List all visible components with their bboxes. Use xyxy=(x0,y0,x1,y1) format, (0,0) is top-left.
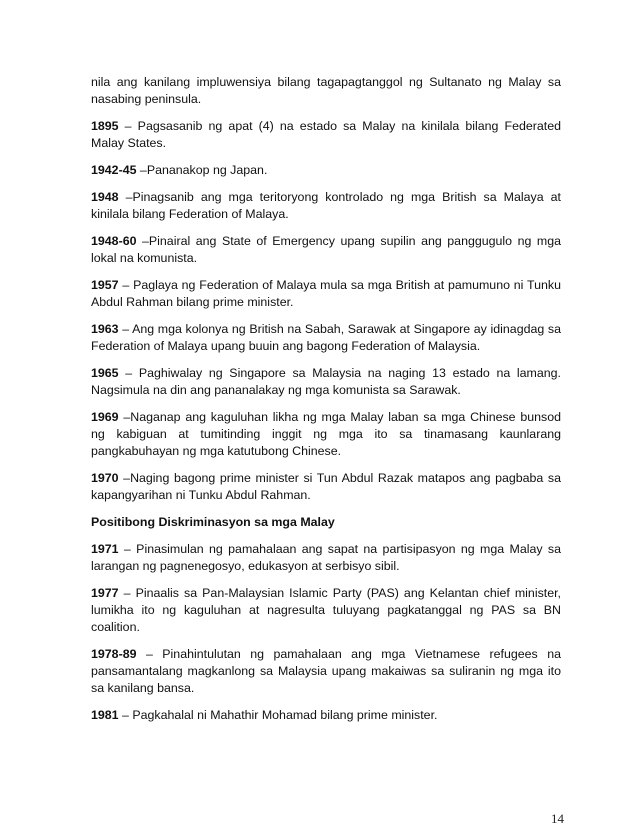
entry-text: – Pagsasanib ng apat (4) na estado sa Malay na kinilala bilang Federated Malay States. xyxy=(91,119,561,150)
entry-text: – Ang mga kolonya ng British na Sabah, Sarawak at Singapore ay idinagdag sa Federation of Malaya upang buuin ang bagong Federation of Malaysia. xyxy=(91,322,561,353)
entry-year: 1977 xyxy=(91,586,119,600)
entry-year: 1970 xyxy=(91,471,119,485)
timeline-entry-1981 xyxy=(91,707,561,724)
entry-year: 1942-45 xyxy=(91,163,137,177)
paragraph-text: nila ang kanilang impluwensiya bilang tagapagtanggol ng Sultanato ng Malay sa nasabing peninsula. xyxy=(91,75,561,106)
entry-year: 1895 xyxy=(91,119,119,133)
timeline-entry-1957 xyxy=(91,277,561,311)
timeline-entry-1978-89 xyxy=(91,646,561,697)
timeline-entry-1971 xyxy=(91,541,561,575)
entry-text: –Naganap ang kaguluhan likha ng mga Malay laban sa mga Chinese bunsod ng kabiguan at tumitinding inggit ng mga ito sa tinamasang kaunlarang pangkabuhayan ng mga katutubong Chinese. xyxy=(91,410,561,458)
entry-year: 1957 xyxy=(91,278,119,292)
timeline-entry-1948-60 xyxy=(91,233,561,267)
entry-year: 1971 xyxy=(91,542,119,556)
entry-text: – Paglaya ng Federation of Malaya mula sa mga British at pamumuno ni Tunku Abdul Rahman bilang prime minister. xyxy=(91,278,561,309)
timeline-entry-1895 xyxy=(91,118,561,152)
entry-year: 1965 xyxy=(91,366,119,380)
entry-year: 1963 xyxy=(91,322,119,336)
timeline-entry-1969 xyxy=(91,409,561,460)
entry-year: 1981 xyxy=(91,708,119,722)
timeline-entry-1977 xyxy=(91,585,561,636)
entry-year: 1948-60 xyxy=(91,234,137,248)
entry-text: –Pinagsanib ang mga teritoryong kontrolado ng mga British sa Malaya at kinilala bilang Federation of Malaya. xyxy=(91,190,561,221)
timeline-entry-1965 xyxy=(91,365,561,399)
entry-year: 1978-89 xyxy=(91,647,137,661)
timeline-entry-1942-45 xyxy=(91,162,561,179)
entry-year: 1969 xyxy=(91,410,119,424)
paragraph-continuation xyxy=(91,74,561,108)
entry-text: – Pinahintulutan ng pamahalaan ang mga Vietnamese refugees na pansamantalang magkanlong sa Malaysia upang makaiwas sa suliranin ng mga ito sa kanilang bansa. xyxy=(91,647,561,695)
timeline-entry-1963 xyxy=(91,321,561,355)
page-number: 14 xyxy=(551,811,564,826)
section-heading: Positibong Diskriminasyon sa mga Malay xyxy=(91,515,335,529)
entry-year: 1948 xyxy=(91,190,119,204)
entry-text: – Pinaalis sa Pan-Malaysian Islamic Party (PAS) ang Kelantan chief minister, lumikha ito ng kaguluhan at nagresulta tuluyang pagkatanggal ng PAS sa BN coalition. xyxy=(91,586,561,634)
timeline-entry-1970 xyxy=(91,470,561,504)
entry-text: –Pananakop ng Japan. xyxy=(136,163,268,177)
entry-text: – Pagkahalal ni Mahathir Mohamad bilang prime minister. xyxy=(118,708,438,722)
timeline-entry-1948 xyxy=(91,189,561,223)
entry-text: –Pinairal ang State of Emergency upang supilin ang panggugulo ng mga lokal na komunista. xyxy=(91,234,561,265)
document-body xyxy=(91,74,561,734)
entry-text: – Paghiwalay ng Singapore sa Malaysia na naging 13 estado na lamang. Nagsimula na din ang pananalakay ng mga komunista sa Sarawak. xyxy=(91,366,561,397)
entry-text: – Pinasimulan ng pamahalaan ang sapat na partisipasyon ng mga Malay sa larangan ng pagnenegosyo, edukasyon at serbisyo sibil. xyxy=(91,542,561,573)
entry-text: –Naging bagong prime minister si Tun Abdul Razak matapos ang pagbaba sa kapangyarihan ni Tunku Abdul Rahman. xyxy=(91,471,561,502)
